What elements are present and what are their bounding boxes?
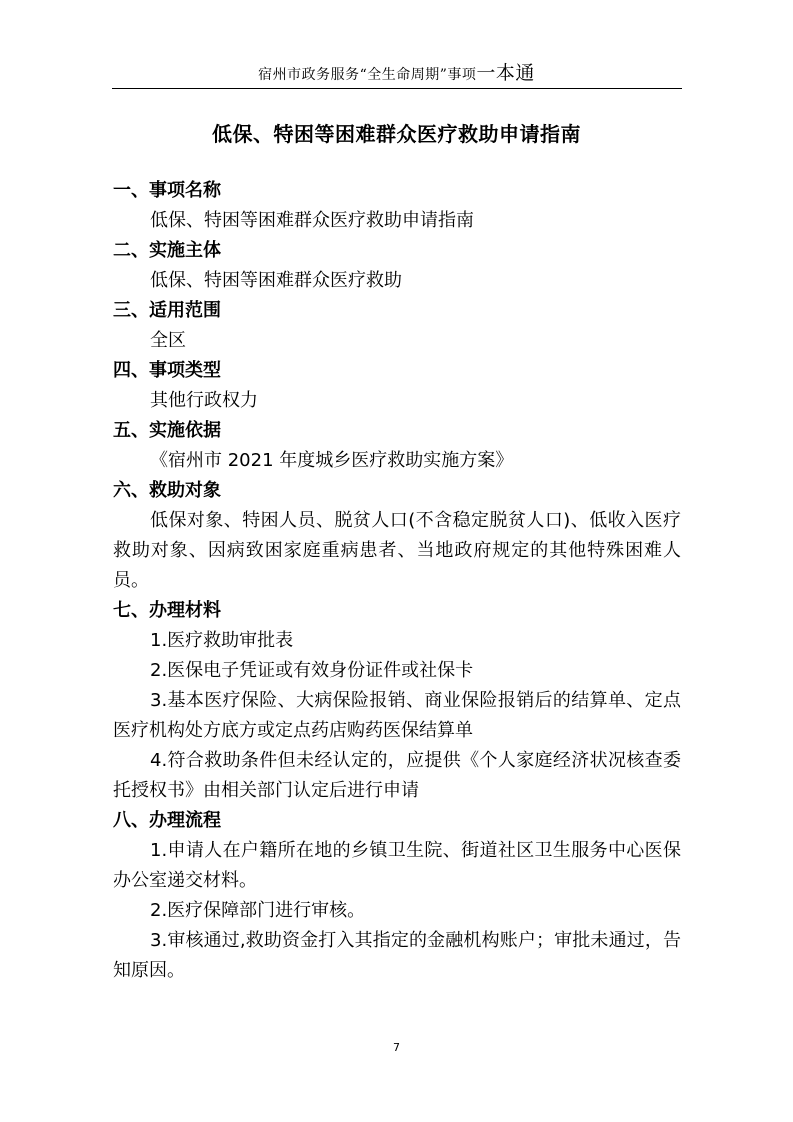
section-heading: 七、办理材料 bbox=[113, 600, 221, 621]
section-heading: 八、办理流程 bbox=[113, 810, 221, 831]
list-item: 4.符合救助条件但未经认定的，应提供《个人家庭经济状况核查委托授权书》由相关部门认定后进行申请 bbox=[113, 750, 681, 801]
running-header bbox=[0, 58, 793, 85]
section-content: 其他行政权力 bbox=[150, 390, 258, 411]
section-content: 低保、特困等困难群众医疗救助申请指南 bbox=[150, 210, 474, 231]
list-item: 1.申请人在户籍所在地的乡镇卫生院、街道社区卫生服务中心医保办公室递交材料。 bbox=[113, 840, 681, 891]
section-heading: 四、事项类型 bbox=[113, 360, 221, 381]
header-text-large: 一本通 bbox=[476, 62, 535, 84]
header-divider bbox=[112, 88, 682, 89]
section-content: 《宿州市 2021 年度城乡医疗救助实施方案》 bbox=[150, 450, 514, 471]
section-heading: 三、适用范围 bbox=[113, 300, 221, 321]
section-paragraph: 低保对象、特困人员、脱贫人口(不含稳定脱贫人口)、低收入医疗救助对象、因病致困家庭重病患者、当地政府规定的其他特殊困难人员。 bbox=[113, 510, 681, 591]
list-item: 2.医疗保障部门进行审核。 bbox=[150, 900, 366, 921]
section-heading: 六、救助对象 bbox=[113, 480, 221, 501]
section-content: 低保、特困等困难群众医疗救助 bbox=[150, 270, 402, 291]
list-item: 2.医保电子凭证或有效身份证件或社保卡 bbox=[150, 660, 474, 681]
list-item: 3.基本医疗保险、大病保险报销、商业保险报销后的结算单、定点医疗机构处方底方或定点药店购药医保结算单 bbox=[113, 690, 681, 741]
section-heading: 二、实施主体 bbox=[113, 240, 221, 261]
section-heading: 一、事项名称 bbox=[113, 180, 221, 201]
document-title: 低保、特困等困难群众医疗救助申请指南 bbox=[212, 122, 581, 146]
header-text: 宿州市政务服务“全生命周期”事项 bbox=[258, 67, 477, 83]
document-body bbox=[113, 176, 681, 986]
section-heading: 五、实施依据 bbox=[113, 420, 221, 441]
section-content: 全区 bbox=[150, 330, 186, 351]
page-number: 7 bbox=[393, 1041, 400, 1054]
list-item: 1.医疗救助审批表 bbox=[150, 630, 294, 651]
list-item: 3.审核通过,救助资金打入其指定的金融机构账户；审批未通过，告知原因。 bbox=[113, 930, 681, 981]
